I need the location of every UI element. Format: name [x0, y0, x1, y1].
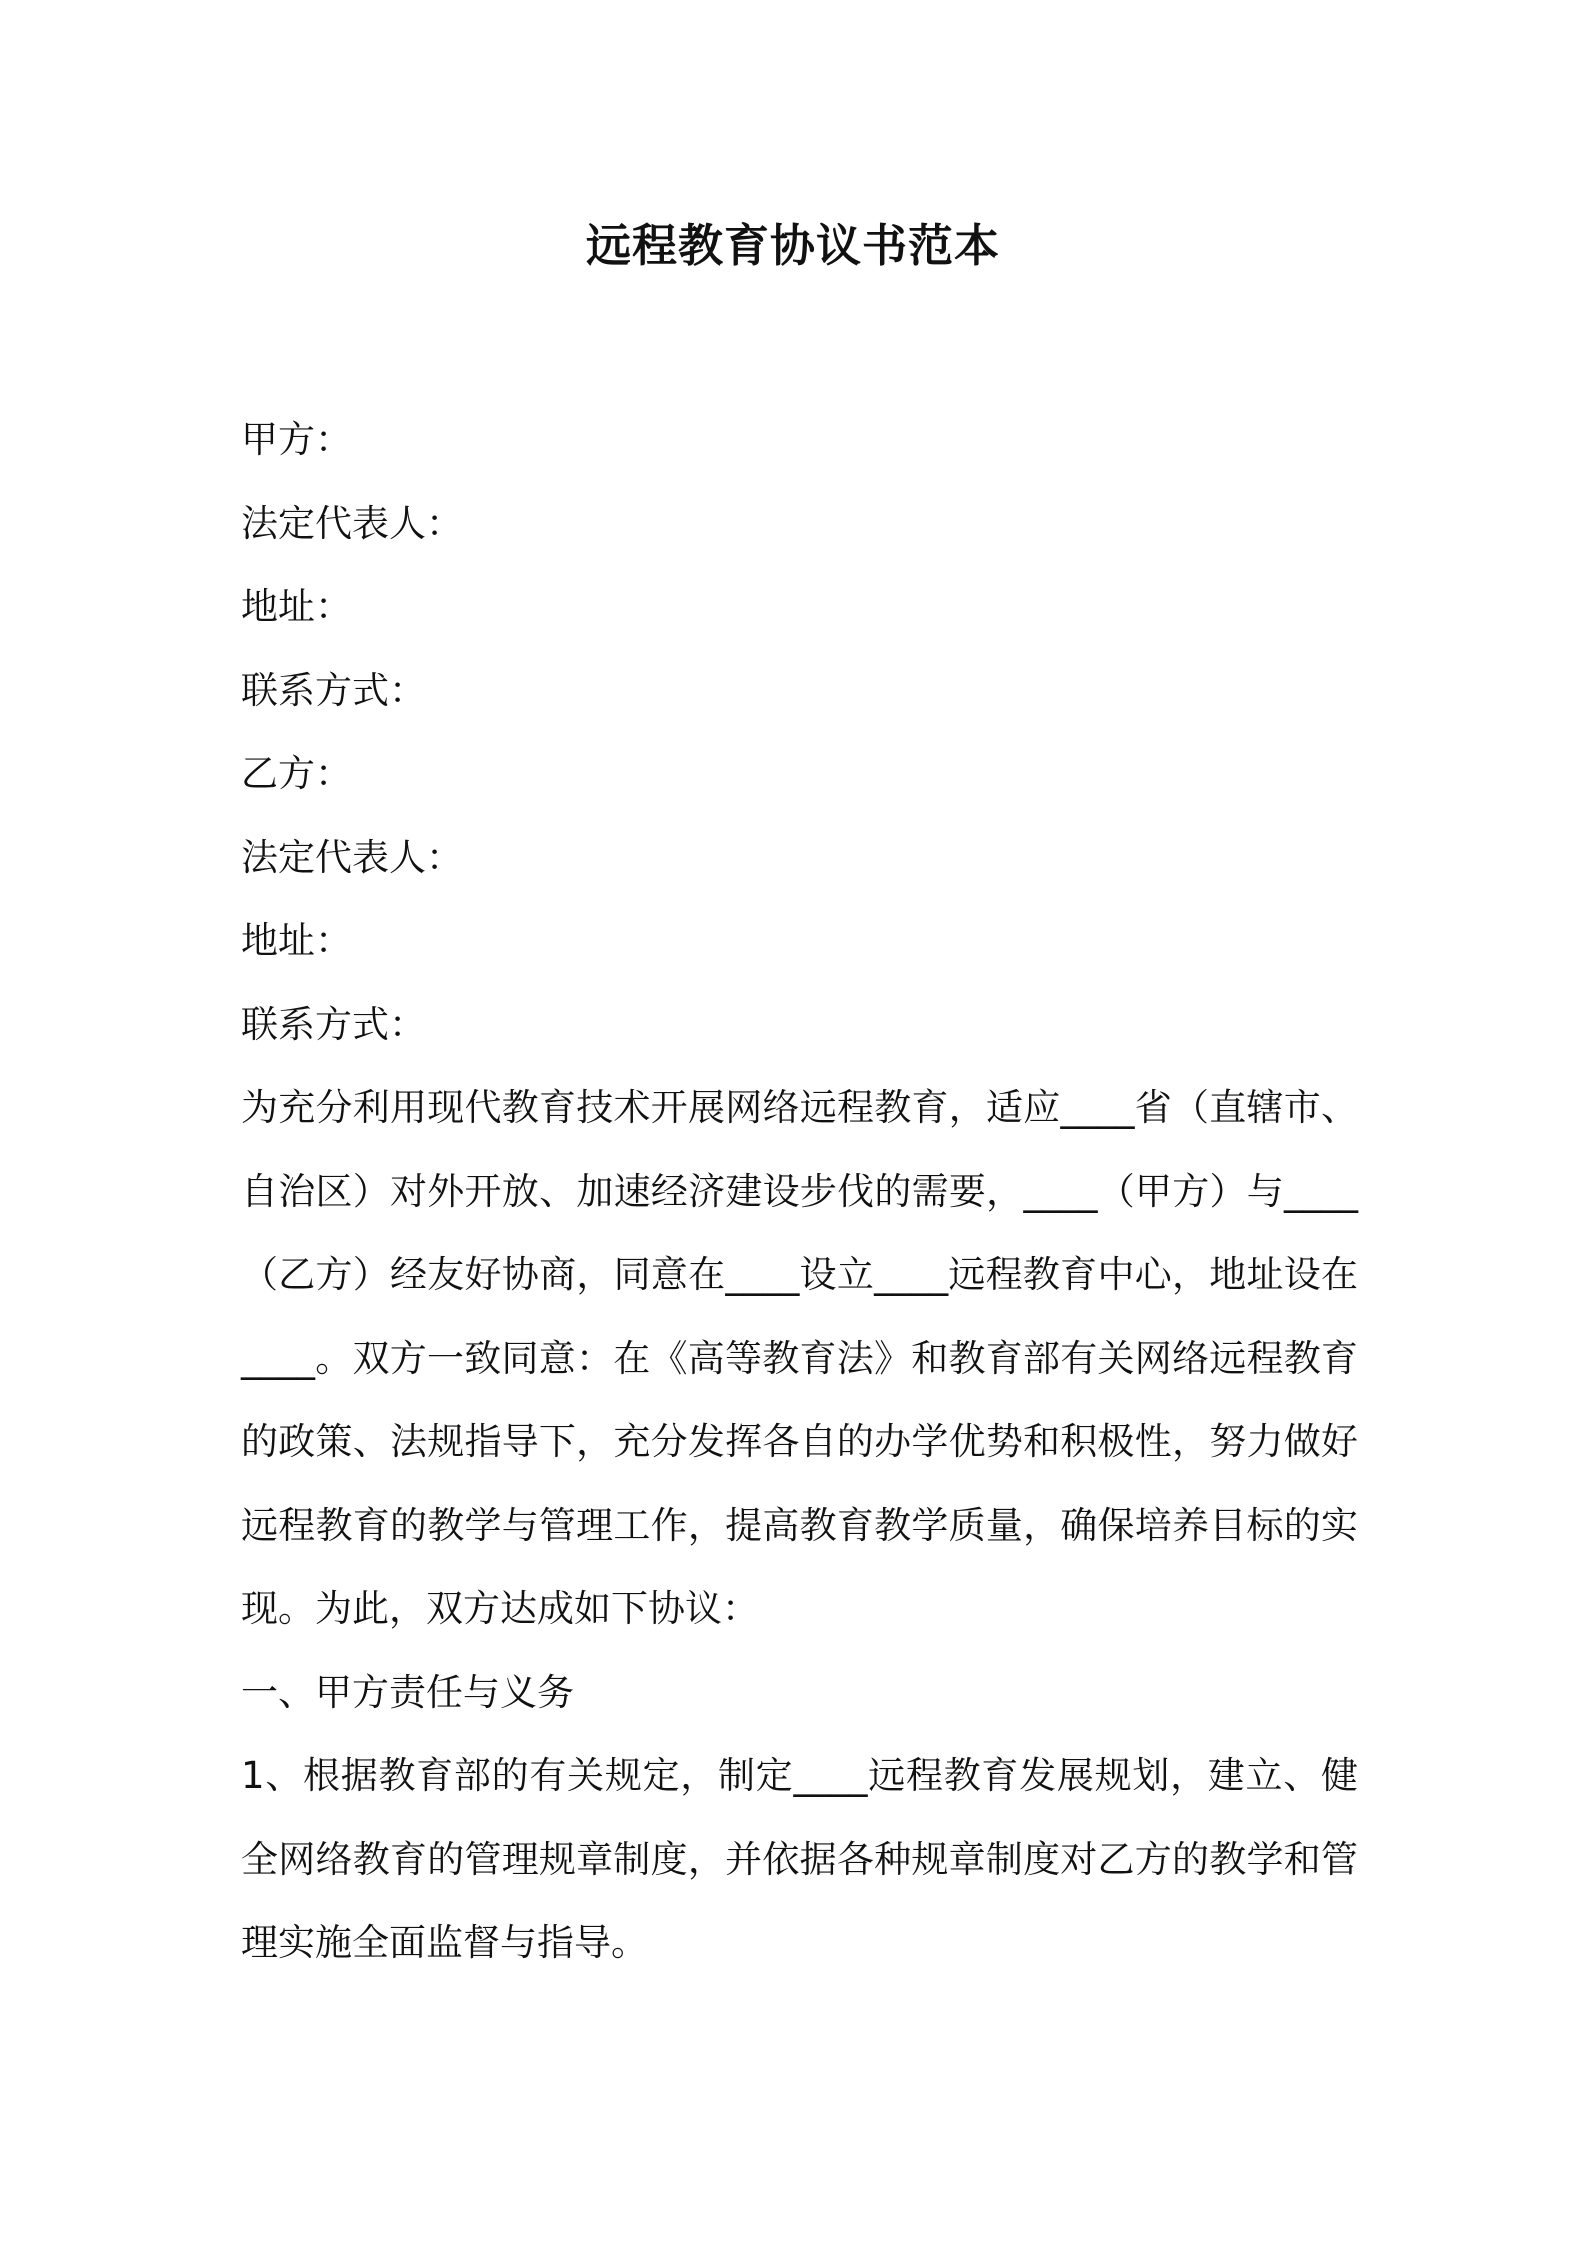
party-a-representative-label: 法定代表人：: [241, 501, 463, 545]
preamble-paragraph: 为充分利用现代教育技术开展网络远程教育，适应____省（直辖市、自治区）对外开放、加速经济建设步伐的需要，____（甲方）与____（乙方）经友好协商，同意在____设立____远程教育中心，地址设在____。双方一致同意：在《高等教育法》和教育部有关网络远程教育的政策、法规指导下，充分发挥各自的办学优势和积极性，努力做好远程教育的教学与管理工作，提高教育教学质量，确保培养目标的实现。为此，双方达成如下协议：: [241, 1086, 1358, 1630]
party-b-contact-label: 联系方式：: [241, 1002, 426, 1046]
document-title: 远程教育协议书范本: [585, 219, 1000, 272]
party-a-label: 甲方：: [241, 418, 352, 461]
section-1-heading: 一、甲方责任与义务: [241, 1670, 574, 1714]
clause-1-paragraph: 1、根据教育部的有关规定，制定____远程教育发展规划，建立、健全网络教育的管理规章制度，并依据各种规章制度对乙方的教学和管理实施全面监督与指导。: [241, 1754, 1358, 1964]
party-b-address-label: 地址：: [241, 919, 352, 962]
party-a-contact-label: 联系方式：: [241, 668, 426, 712]
document-body: [241, 398, 1358, 1985]
party-a-address-label: 地址：: [241, 585, 352, 628]
party-b-representative-label: 法定代表人：: [241, 835, 463, 879]
party-b-label: 乙方：: [241, 752, 352, 795]
